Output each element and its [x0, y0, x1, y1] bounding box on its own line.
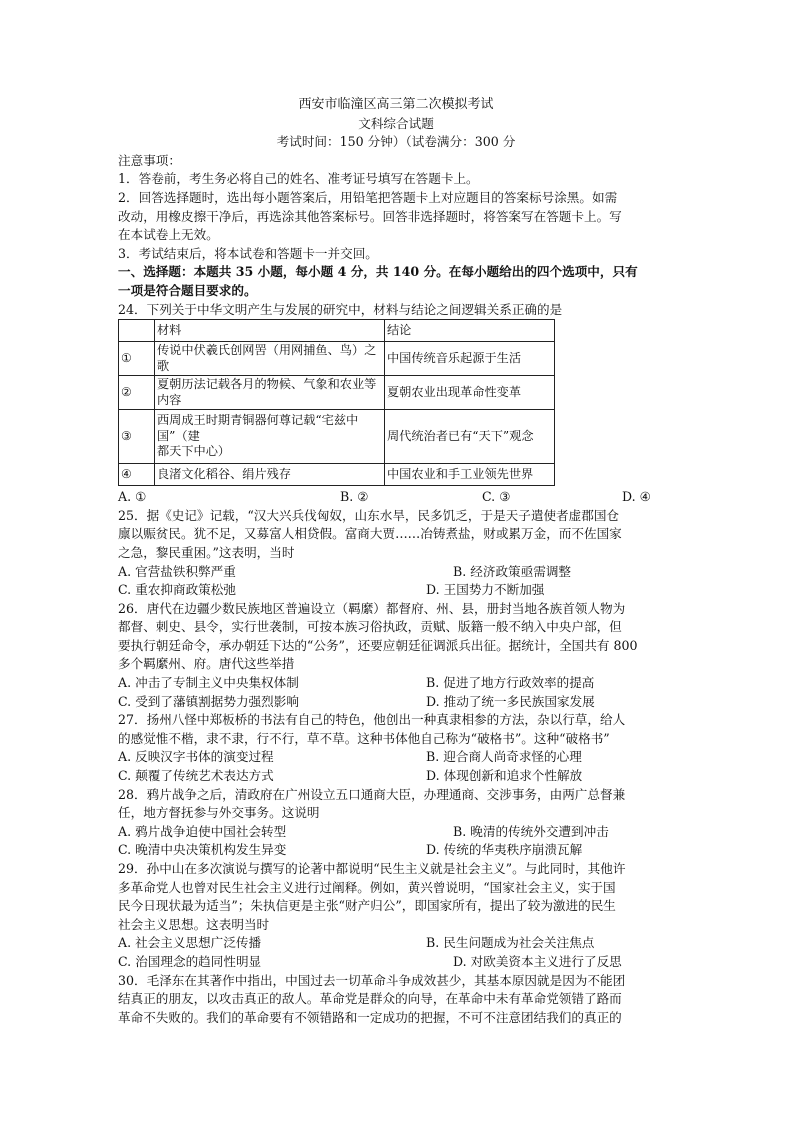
- table-row: [119, 410, 555, 464]
- option-a: A. 社会主义思想广泛传播: [118, 935, 262, 951]
- row-number: ④: [119, 464, 155, 486]
- option-d: D. 推动了统一多民族国家发展: [426, 693, 595, 709]
- q25-line-1: 25．据《史记》记载，“汉大兴兵伐匈奴，山东水旱，民多饥乏，于是天子遣使者虚郡国仓: [118, 507, 620, 523]
- note-1: 1．答卷前，考生务必将自己的姓名、准考证号填写在答题卡上。: [118, 171, 479, 187]
- option-b: B. 民生问题成为社会关注焦点: [426, 935, 595, 951]
- note-3: 3．考试结束后，将本试卷和答题卡一并交回。: [118, 245, 378, 261]
- q29-line-3: 民今日现状最为适当”；朱执信更是主张“财产归公”，即国家所有，提出了较为激进的民生: [118, 898, 616, 914]
- option-d: D. 王国势力不断加强: [426, 582, 545, 598]
- q24-options: [118, 488, 674, 507]
- option-b: B. 经济政策亟需调整: [453, 563, 572, 579]
- row-number: ③: [119, 410, 155, 464]
- option-b: B. 促进了地方行政效率的提高: [426, 675, 595, 691]
- q27-line-2: 的感觉惟不楷，隶不隶，行不行，草不草。这种书体他自己称为“破格书”。这种“破格书”: [118, 730, 610, 746]
- q29-line-2: 多革命党人也曾对民生社会主义进行过阐释。例如，黄兴曾说明，“国家社会主义，实于国: [118, 879, 616, 895]
- option-d: D. 传统的华夷秩序崩溃瓦解: [426, 842, 583, 858]
- option-c: C. 受到了藩镇割据势力强烈影响: [118, 693, 299, 709]
- row-number: ①: [119, 342, 155, 376]
- option-b: B. ②: [340, 489, 369, 505]
- q29-line-1: 29．孙中山在多次演说与撰写的论著中都说明“民生主义就是社会主义”。与此同时，其他许: [118, 861, 626, 876]
- row-material: 夏朝历法记载各月的物候、气象和农业等内容: [155, 376, 385, 410]
- q28-options-row-1: [118, 823, 674, 842]
- q30-line-3: 革命不失败的。我们的革命要有不领错路和一定成功的把握，不可不注意团结我们的真正的: [118, 1009, 622, 1025]
- exam-page: [118, 96, 674, 1027]
- section-1-heading-line-1: 一、选择题：本题共 35 小题，每小题 4 分，共 140 分。在每小题给出的四个选项中，只有: [118, 264, 638, 280]
- q28-options-row-2: [118, 841, 674, 860]
- q26-line-2: 都督、刺史、县令，实行世袭制，可按本族习俗执政，贡赋、版籍一般不纳入中央户部，但: [118, 619, 622, 635]
- option-d: D. 体现创新和追求个性解放: [426, 768, 583, 784]
- row-number: ②: [119, 376, 155, 410]
- q27-line-1: 27．扬州八怪中郑板桥的书法有自己的特色，他创出一种真隶相参的方法，杂以行草，给人: [118, 712, 626, 728]
- table-header-conclusion: 结论: [385, 320, 555, 342]
- q28-line-2: 任，地方督抚参与外交事务。这说明: [118, 805, 320, 821]
- row-material-line-2: 都天下中心）: [157, 444, 231, 459]
- table-cell: [119, 320, 155, 342]
- row-conclusion: 周代统治者已有“天下”观念: [385, 410, 555, 464]
- table-row: [119, 342, 555, 376]
- q25-options-row-2: [118, 581, 674, 600]
- q27-options-row-2: [118, 767, 674, 786]
- q27-options-row-1: [118, 748, 674, 767]
- option-c: C. 颠覆了传统艺术表达方式: [118, 768, 274, 784]
- table-row: [119, 376, 555, 410]
- exam-subtitle: 文科综合试题: [358, 115, 434, 131]
- exam-time-info: 考试时间：150 分钟）（试卷满分：300 分: [276, 134, 516, 150]
- option-c: C. ③: [482, 489, 511, 505]
- q28-line-1: 28．鸦片战争之后，清政府在广州设立五口通商大臣，办理通商、交涉事务，由两广总督兼: [118, 786, 626, 802]
- q26-line-4: 多个羁縻州、府。唐代这些举措: [118, 656, 295, 672]
- exam-title: 西安市临潼区高三第二次模拟考试: [298, 97, 494, 112]
- row-material: [155, 410, 385, 464]
- option-b: B. 迎合商人尚奇求怪的心理: [426, 749, 582, 765]
- q30-line-2: 结真正的朋友，以攻击真正的敌人。革命党是群众的向导，在革命中未有革命党领错了路而: [118, 991, 622, 1007]
- q26-options-row-1: [118, 674, 674, 693]
- q29-options-row-1: [118, 934, 674, 953]
- option-c: C. 晚清中央决策机构发生异变: [118, 842, 287, 858]
- option-a: A. 冲击了专制主义中央集权体制: [118, 675, 299, 691]
- q29-line-4: 社会主义思想。这表明当时: [118, 916, 270, 932]
- row-conclusion: 中国传统音乐起源于生活: [385, 342, 555, 376]
- q29-options-row-2: [118, 953, 674, 972]
- option-d: D. ④: [622, 489, 651, 505]
- q24-stem: 24．下列关于中华文明产生与发展的研究中，材料与结论之间逻辑关系正确的是: [118, 301, 563, 317]
- section-1-heading-line-2: 一项是符合题目要求的。: [118, 282, 257, 298]
- row-conclusion: 夏朝农业出现革命性变革: [385, 376, 555, 410]
- q30-line-1: 30．毛泽东在其著作中指出，中国过去一切革命斗争成效甚少，其基本原因就是因为不能团: [118, 972, 626, 988]
- q25-line-3: 之急，黎民重困。”这表明，当时: [118, 544, 295, 560]
- note-2-line-1: 2．回答选择题时，选出每小题答案后，用铅笔把答题卡上对应题目的答案标号涂黑。如需: [118, 189, 618, 205]
- q24-table: [118, 319, 555, 486]
- option-c: C. 治国理念的趋同性明显: [118, 953, 262, 969]
- q26-options-row-2: [118, 693, 674, 712]
- option-d: D. 对欧美资本主义进行了反思: [453, 953, 622, 969]
- note-2-line-2: 改动，用橡皮擦干净后，再选涂其他答案标号。回答非选择题时，将答案写在答题卡上。写: [118, 208, 622, 224]
- note-2-line-3: 在本试卷上无效。: [118, 227, 219, 243]
- option-a: A. 官营盐铁积弊严重: [118, 563, 236, 579]
- option-b: B. 晚清的传统外交遭到冲击: [453, 823, 609, 839]
- notes-heading: 注意事项：: [118, 152, 181, 168]
- row-conclusion: 中国农业和手工业领先世界: [385, 464, 555, 486]
- row-material: 传说中伏羲氏创网罟（用网捕鱼、鸟）之歌: [155, 342, 385, 376]
- table-row: [119, 464, 555, 486]
- row-material-line-1: 西周成王时期青铜器何尊记载“宅兹中国”（建: [157, 413, 359, 443]
- row-material: 良渚文化稻谷、绢片残存: [155, 464, 385, 486]
- option-a: A. 反映汉字书体的演变过程: [118, 749, 274, 765]
- option-a: A. ①: [118, 489, 147, 505]
- q25-line-2: 廪以赈贫民。犹不足，又募富人相贷假。富商大贾……冶铸煮盐，财或累万金，而不佐国家: [118, 526, 622, 542]
- table-header-material: 材料: [155, 320, 385, 342]
- option-c: C. 重农抑商政策松弛: [118, 582, 236, 598]
- q26-line-1: 26．唐代在边疆少数民族地区普遍设立（羁縻）都督府、州、县，册封当地各族首领人物为: [118, 600, 626, 616]
- option-a: A. 鸦片战争迫使中国社会转型: [118, 823, 287, 839]
- table-header-row: [119, 320, 555, 342]
- q26-line-3: 要执行朝廷命令，承办朝廷下达的“公务”，还要应朝廷征调派兵出征。据统计，全国共有 800: [118, 637, 638, 653]
- q25-options-row-1: [118, 563, 674, 582]
